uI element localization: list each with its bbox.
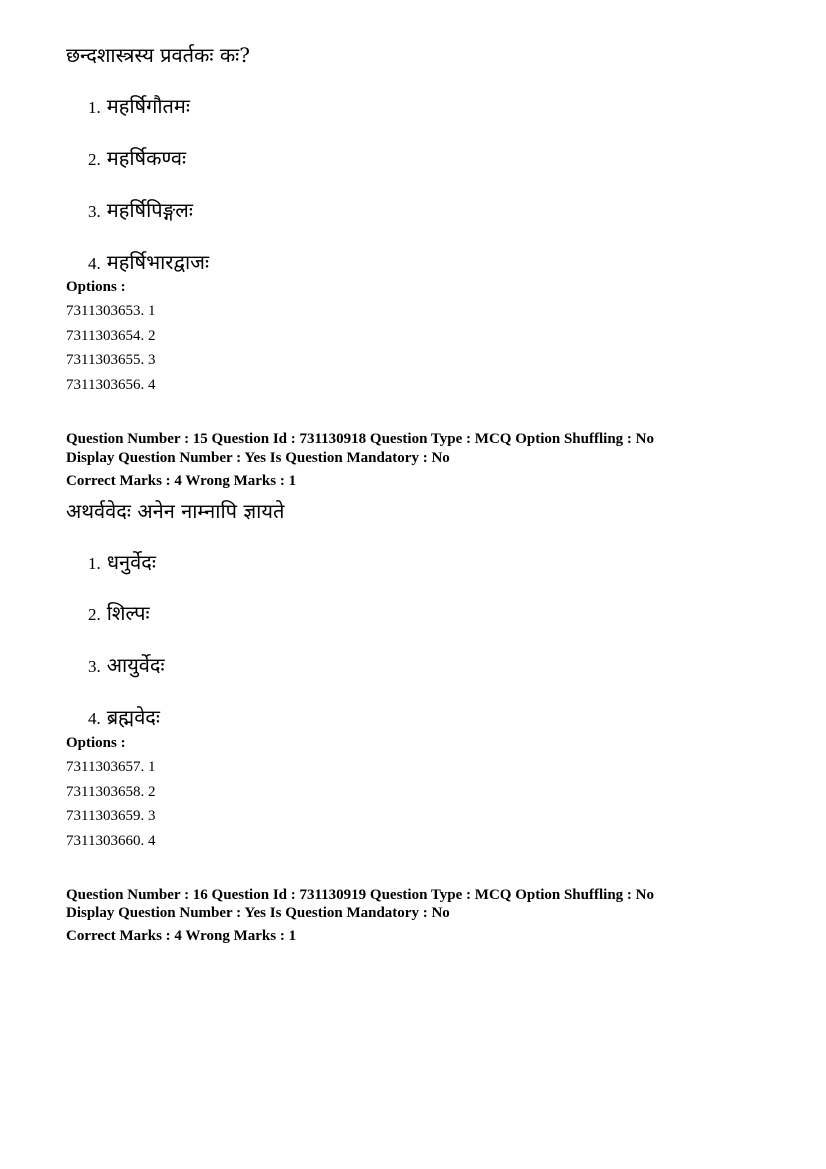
question-14-text: छन्दशास्त्रस्य प्रवर्तकः कः? — [66, 43, 250, 67]
question-14-choice-4 — [88, 249, 209, 277]
choice-number: 2. — [88, 150, 101, 169]
question-14-options-label: Options : — [66, 279, 126, 295]
choice-text: शिल्पः — [106, 601, 150, 625]
question-16-meta-line-1: Question Number : 16 Question Id : 731130919 Question Type : MCQ Option Shuffling : No — [66, 887, 654, 903]
question-15-option-id-2: 7311303658. 2 — [66, 784, 156, 800]
question-15-choice-1 — [88, 549, 156, 577]
question-15-options-label: Options : — [66, 735, 126, 751]
question-14-option-id-2: 7311303654. 2 — [66, 328, 156, 344]
choice-text: महर्षिगौतमः — [106, 94, 190, 118]
question-16-meta-line-2: Display Question Number : Yes Is Question Mandatory : No — [66, 905, 450, 921]
question-14-choice-3 — [88, 197, 193, 225]
question-14-choice-2 — [88, 145, 186, 173]
question-15-choice-3 — [88, 652, 165, 680]
question-16-meta-line-3: Correct Marks : 4 Wrong Marks : 1 — [66, 928, 297, 944]
choice-text: आयुर्वेदः — [106, 653, 165, 677]
question-15-option-id-4: 7311303660. 4 — [66, 833, 156, 849]
choice-number: 3. — [88, 202, 101, 221]
choice-number: 3. — [88, 657, 101, 676]
question-15-meta-line-3: Correct Marks : 4 Wrong Marks : 1 — [66, 473, 297, 489]
choice-number: 4. — [88, 709, 101, 728]
question-15-choice-2 — [88, 600, 150, 628]
choice-text: महर्षिपिङ्गलः — [106, 198, 193, 222]
question-14-option-id-3: 7311303655. 3 — [66, 352, 156, 368]
question-14-option-id-4: 7311303656. 4 — [66, 377, 156, 393]
question-15-option-id-1: 7311303657. 1 — [66, 759, 156, 775]
choice-text: महर्षिकण्वः — [106, 146, 187, 170]
question-15-text: अथर्ववेदः अनेन नाम्नापि ज्ञायते — [66, 499, 285, 523]
question-14-choice-1 — [88, 93, 190, 121]
choice-text: ब्रह्मवेदः — [106, 705, 160, 729]
choice-text: धनुर्वेदः — [106, 550, 156, 574]
choice-number: 1. — [88, 554, 101, 573]
question-15-option-id-3: 7311303659. 3 — [66, 808, 156, 824]
question-15-choice-4 — [88, 704, 160, 732]
question-14-option-id-1: 7311303653. 1 — [66, 303, 156, 319]
choice-number: 4. — [88, 254, 101, 273]
choice-number: 2. — [88, 605, 101, 624]
question-15-meta-line-1: Question Number : 15 Question Id : 731130918 Question Type : MCQ Option Shuffling : No — [66, 431, 654, 447]
choice-number: 1. — [88, 98, 101, 117]
question-15-meta-line-2: Display Question Number : Yes Is Question Mandatory : No — [66, 450, 450, 466]
choice-text: महर्षिभारद्वाजः — [106, 250, 210, 274]
